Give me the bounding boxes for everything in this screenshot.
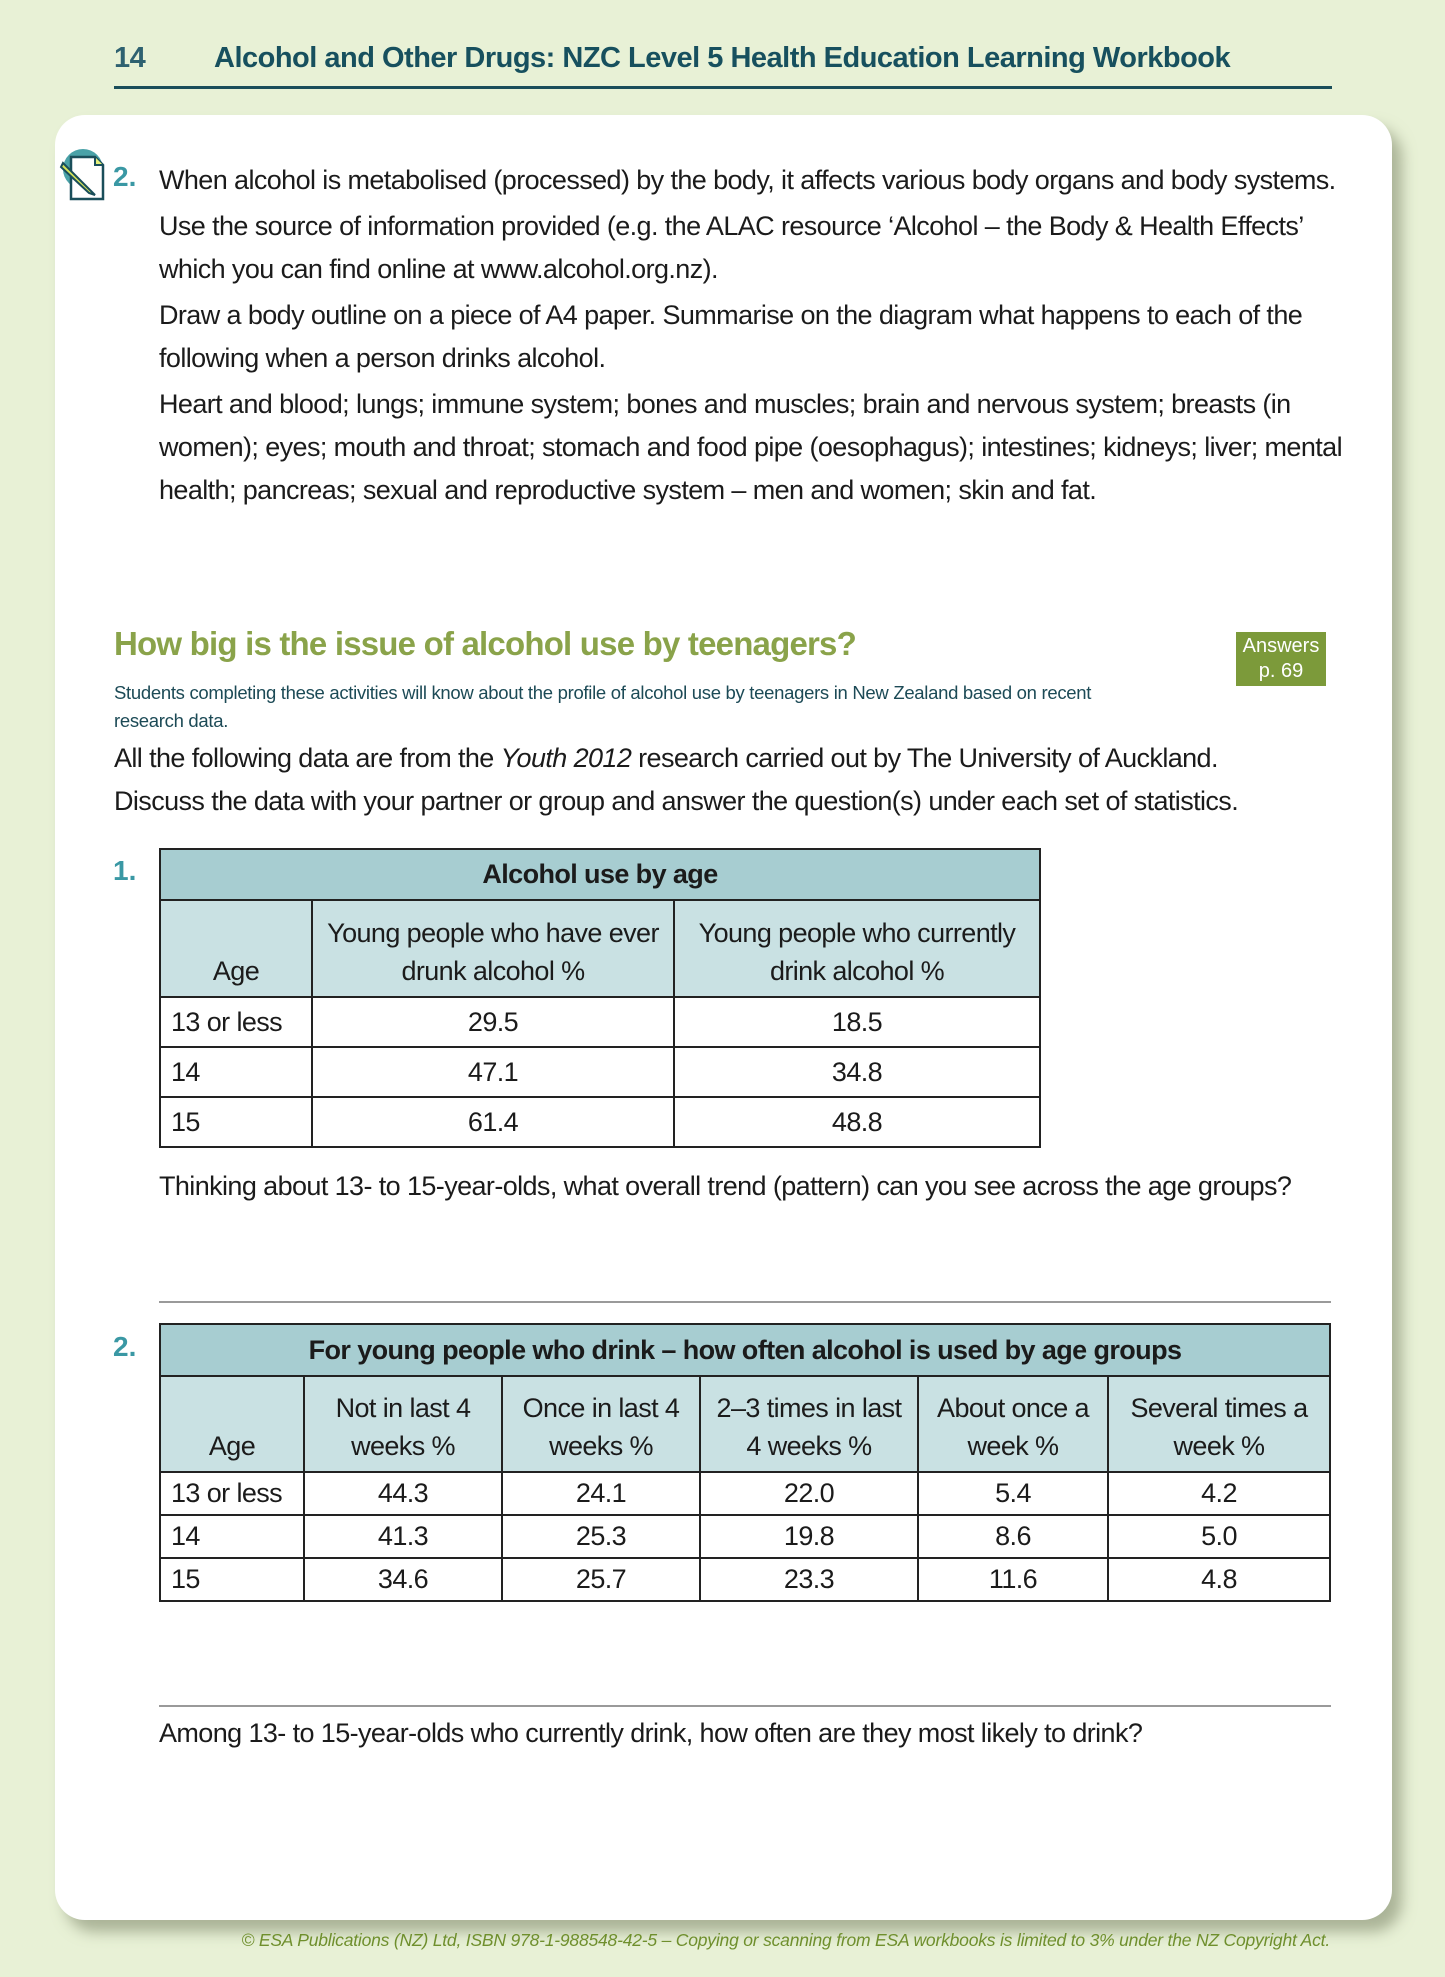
age-cell: 13 or less	[160, 997, 312, 1047]
table-row	[160, 1047, 1040, 1097]
value-cell: 25.7	[502, 1558, 700, 1601]
column-header: Not in last 4 weeks %	[304, 1376, 502, 1472]
answers-page: p. 69	[1258, 660, 1304, 682]
table-row	[160, 997, 1040, 1047]
value-cell: 44.3	[304, 1472, 502, 1515]
activity-instructions	[159, 159, 1359, 515]
question-text: Thinking about 13- to 15-year-olds, what overall trend (pattern) can you see across the age groups?	[159, 1171, 1292, 1201]
value-cell: 4.8	[1108, 1558, 1330, 1601]
column-header: Age	[160, 1376, 304, 1472]
page-header	[114, 30, 1332, 89]
value-cell: 18.5	[674, 997, 1040, 1047]
intro-text	[114, 737, 1404, 823]
value-cell: 34.8	[674, 1047, 1040, 1097]
value-cell: 25.3	[502, 1515, 700, 1558]
learning-objective: Students completing these activities will know about the profile of alcohol use by teenagers in New Zealand based on recent research data.	[114, 682, 1092, 731]
age-cell: 15	[160, 1097, 312, 1147]
value-cell: 23.3	[700, 1558, 918, 1601]
column-header: Once in last 4 weeks %	[502, 1376, 700, 1472]
table1-number: 1.	[113, 855, 137, 886]
value-cell: 48.8	[674, 1097, 1040, 1147]
table1-question	[159, 1165, 1359, 1208]
worksheet-pencil-icon	[57, 147, 113, 203]
value-cell: 41.3	[304, 1515, 502, 1558]
content-card	[55, 115, 1392, 1920]
question-text: Among 13- to 15-year-olds who currently drink, how often are they most likely to drink?	[159, 1718, 1143, 1748]
table-row	[160, 1515, 1330, 1558]
age-cell: 13 or less	[160, 1472, 304, 1515]
value-cell: 29.5	[312, 997, 674, 1047]
instruction-paragraph: Heart and blood; lungs; immune system; bones and muscles; brain and nervous system; breasts (in women); eyes; mouth and throat; stomach and food pipe (oesophagus); intestines; kidneys; liver; mental health; pancreas; sexual and reproductive system – men and women; skin and fat.	[159, 389, 1342, 505]
instruction-paragraph: Use the source of information provided (e.g. the ALAC resource ‘Alcohol – the Body & Health Effects’ which you can find online at www.alcohol.org.nz).	[159, 211, 1303, 284]
answer-line[interactable]	[159, 1301, 1331, 1303]
answers-badge[interactable]	[1236, 632, 1326, 686]
value-cell: 5.0	[1108, 1515, 1330, 1558]
value-cell: 61.4	[312, 1097, 674, 1147]
value-cell: 5.4	[918, 1472, 1108, 1515]
instruction-paragraph: When alcohol is metabolised (processed) by the body, it affects various body organs and body systems.	[159, 165, 1336, 195]
table-row	[160, 1097, 1040, 1147]
value-cell: 19.8	[700, 1515, 918, 1558]
intro-line-2: Discuss the data with your partner or group and answer the question(s) under each set of statistics.	[114, 786, 1239, 816]
value-cell: 8.6	[918, 1515, 1108, 1558]
value-cell: 47.1	[312, 1047, 674, 1097]
column-header: 2–3 times in last 4 weeks %	[700, 1376, 918, 1472]
alcohol-use-by-age-table	[159, 848, 1041, 1148]
column-header: Young people who currently drink alcohol %	[674, 900, 1040, 997]
age-cell: 14	[160, 1047, 312, 1097]
value-cell: 22.0	[700, 1472, 918, 1515]
column-header: About once a week %	[918, 1376, 1108, 1472]
copyright-footer: © ESA Publications (NZ) Ltd, ISBN 978-1-988548-42-5 – Copying or scanning from ESA workbooks is limited to 3% under the NZ Copyright Act.	[241, 1930, 1330, 1950]
value-cell: 24.1	[502, 1472, 700, 1515]
age-cell: 14	[160, 1515, 304, 1558]
question-number: 2.	[113, 161, 137, 192]
column-header: Young people who have ever drunk alcohol %	[312, 900, 674, 997]
drinking-frequency-table	[159, 1323, 1331, 1602]
table-row	[160, 1558, 1330, 1601]
column-header: Age	[160, 900, 312, 997]
table-title: For young people who drink – how often alcohol is used by age groups	[160, 1324, 1330, 1376]
page-number: 14	[114, 41, 146, 74]
answer-line[interactable]	[159, 1705, 1331, 1707]
intro-line-1	[114, 737, 1404, 780]
value-cell: 34.6	[304, 1558, 502, 1601]
value-cell: 11.6	[918, 1558, 1108, 1601]
column-header: Several times a week %	[1108, 1376, 1330, 1472]
intro-text-part: All the following data are from the	[114, 743, 501, 773]
table2-question	[159, 1712, 1359, 1755]
workbook-title: Alcohol and Other Drugs: NZC Level 5 Health Education Learning Workbook	[214, 41, 1231, 74]
answers-label: Answers	[1242, 635, 1320, 657]
intro-text-part: research carried out by The University of Auckland.	[631, 743, 1218, 773]
age-cell: 15	[160, 1558, 304, 1601]
study-name: Youth 2012	[500, 743, 632, 773]
table-title: Alcohol use by age	[160, 849, 1040, 900]
table2-number: 2.	[113, 1331, 137, 1362]
value-cell: 4.2	[1108, 1472, 1330, 1515]
instruction-paragraph: Draw a body outline on a piece of A4 paper. Summarise on the diagram what happens to each of the following when a person drinks alcohol.	[159, 300, 1303, 373]
section-heading: How big is the issue of alcohol use by teenagers?	[114, 625, 856, 662]
table-row	[160, 1472, 1330, 1515]
